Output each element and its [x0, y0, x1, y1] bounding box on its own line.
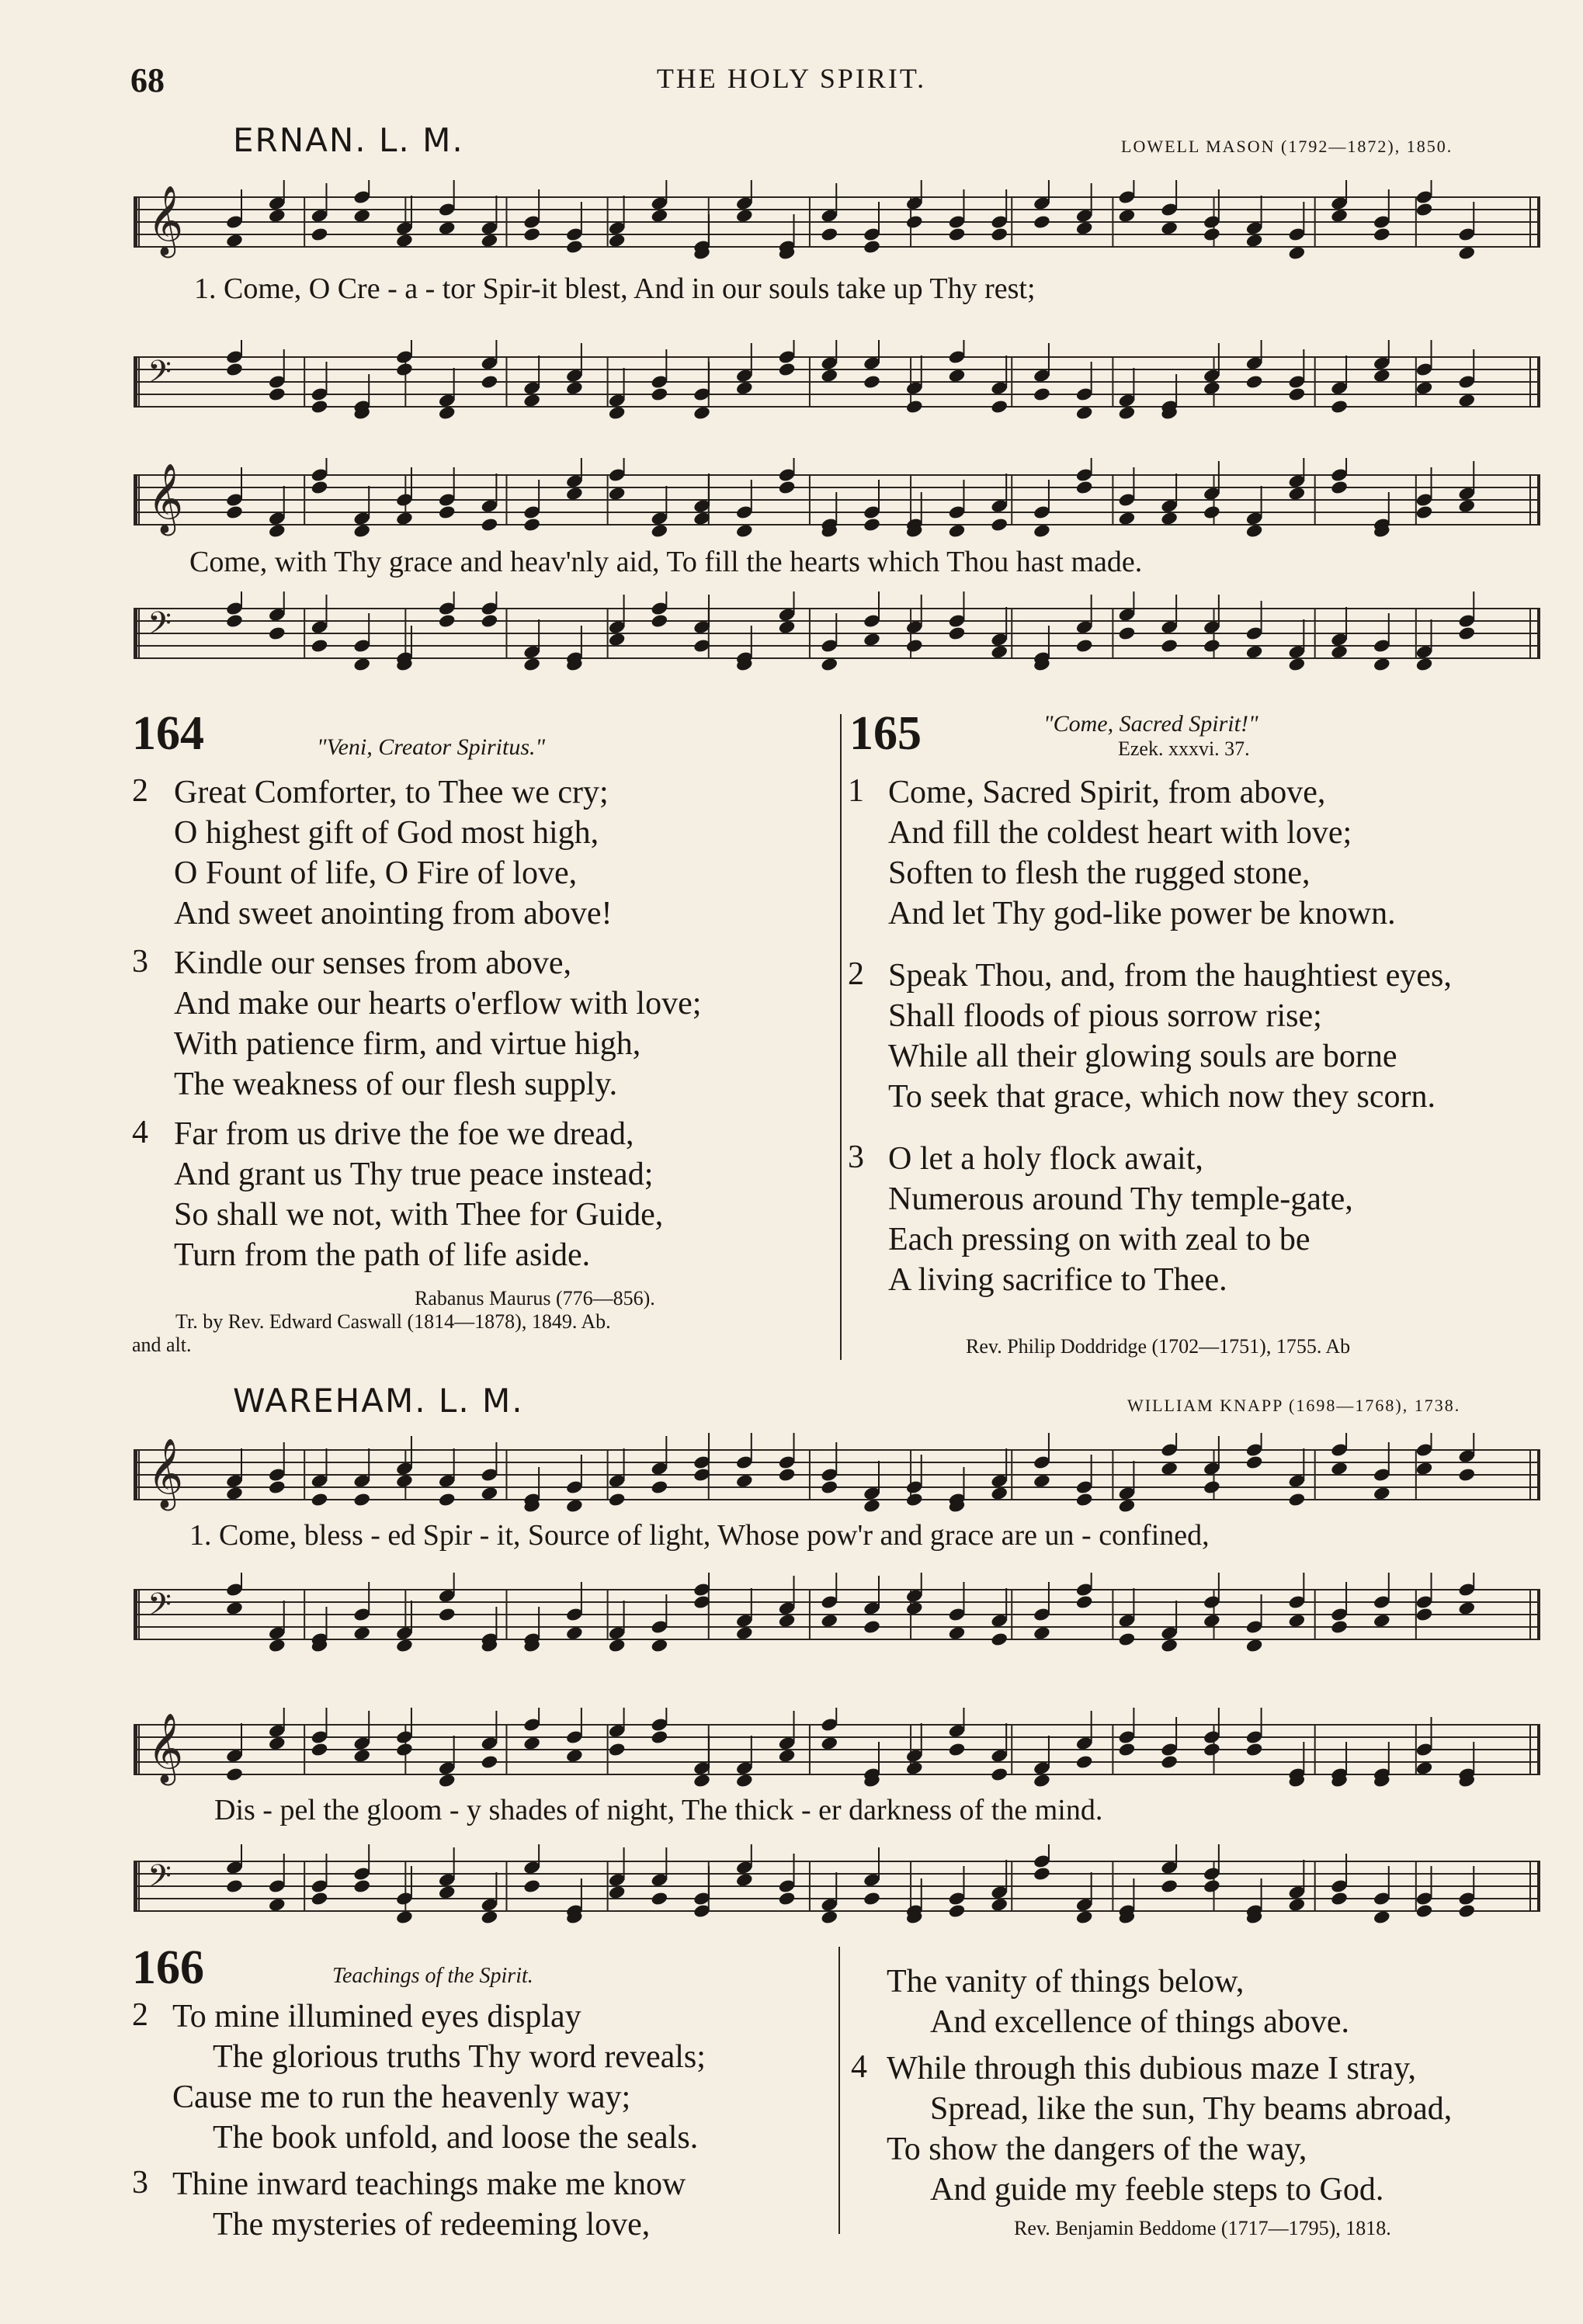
svg-text:𝄞: 𝄞: [148, 186, 184, 255]
tune-name-wareham: WAREHAM. L. M.: [233, 1382, 524, 1420]
verse-line: So shall we not, with Thee for Guide,: [174, 1197, 664, 1233]
verse-line: The mysteries of redeeming love,: [213, 2207, 651, 2242]
attribution: and alt.: [132, 1334, 192, 1356]
verse: [132, 2164, 831, 2245]
verse-line: And let Thy god-like power be known.: [888, 896, 1396, 931]
verse-line: Speak Thou, and, from the haughtiest eyes,: [888, 958, 1452, 994]
column-divider: [840, 714, 842, 1360]
lyric-line: 1. Come, bless - ed Spir - it, Source of light, Whose pow'r and grace are un - confined,: [189, 1519, 1210, 1552]
running-head: THE HOLY SPIRIT.: [656, 63, 927, 94]
verse-line: Numerous around Thy temple-gate,: [888, 1181, 1353, 1217]
verse-number: 2: [132, 1997, 148, 2033]
verse-line: And excellence of things above.: [930, 2004, 1349, 2040]
attribution: Rev. Philip Doddridge (1702—1751), 1755. Ab: [966, 1335, 1351, 1358]
hymn-166-verses-right: [851, 1962, 1565, 2216]
verse: [848, 772, 1547, 934]
lyric-line: 1. Come, O Cre - a - tor Spir-it blest, And in our souls take up Thy rest;: [194, 272, 1036, 305]
bass-staff: [134, 1573, 1540, 1660]
column-divider: [838, 1947, 840, 2234]
verse-line: O Fount of life, O Fire of love,: [174, 855, 578, 891]
treble-staff: [134, 458, 1540, 545]
verse-line: O highest gift of God most high,: [174, 815, 599, 851]
composer-ernan: LOWELL MASON (1792—1872), 1850.: [1121, 137, 1453, 156]
verse-number: 1: [848, 773, 864, 809]
svg-text:𝄢: 𝄢: [148, 1587, 172, 1630]
verse: [851, 2048, 1565, 2210]
hymn-source: Teachings of the Spirit.: [332, 1964, 533, 1988]
verse-line: The book unfold, and loose the seals.: [213, 2120, 699, 2156]
verse: [848, 1139, 1547, 1300]
verse-line: A living sacrifice to Thee.: [888, 1262, 1227, 1298]
verse-line: Each pressing on with zeal to be: [888, 1222, 1310, 1257]
hymn-number: 164: [132, 707, 204, 760]
tune-name-ernan: ERNAN. L. M.: [233, 121, 464, 159]
verse-line: The vanity of things below,: [887, 1964, 1245, 2000]
svg-text:𝄞: 𝄞: [148, 1438, 184, 1508]
hymn-166-verses-left: [132, 1996, 831, 2251]
verse-line: While through this dubious maze I stray,: [887, 2051, 1416, 2086]
attribution: Rev. Benjamin Beddome (1717—1795), 1818.: [1014, 2217, 1391, 2239]
svg-text:𝄢: 𝄢: [148, 1858, 172, 1902]
lyric-line: Come, with Thy grace and heav'nly aid, To fill the hearts which Thou hast made.: [189, 546, 1143, 578]
hymn-number: 165: [849, 707, 922, 760]
verse-line: Thine inward teachings make me know: [172, 2166, 686, 2202]
verse-line: And guide my feeble steps to God.: [930, 2172, 1384, 2208]
verse-number: 4: [132, 1115, 148, 1150]
verse-line: And grant us Thy true peace instead;: [174, 1157, 654, 1192]
verse-number: 2: [848, 956, 864, 992]
verse-number: 3: [848, 1139, 864, 1175]
scripture-reference: Ezek. xxxvi. 37.: [1118, 737, 1250, 760]
attribution: Tr. by Rev. Edward Caswall (1814—1878), 1849. Ab.: [175, 1310, 611, 1333]
treble-staff: [134, 1433, 1540, 1520]
bass-staff: [134, 1844, 1540, 1931]
verse: [132, 943, 831, 1105]
verse-number: 2: [132, 773, 148, 809]
hymn-source: "Come, Sacred Spirit!": [1043, 711, 1258, 737]
verse-number: 3: [132, 944, 148, 980]
verse-number: 3: [132, 2165, 148, 2201]
svg-text:𝄞: 𝄞: [148, 1713, 184, 1783]
treble-staff: [134, 180, 1540, 267]
svg-text:𝄢: 𝄢: [148, 605, 172, 649]
verse-line: With patience firm, and virtue high,: [174, 1026, 641, 1062]
verse-line: And make our hearts o'erflow with love;: [174, 986, 702, 1022]
attribution: Rabanus Maurus (776—856).: [415, 1287, 655, 1309]
lyric-line: Dis - pel the gloom - y shades of night, The thick - er darkness of the mind.: [214, 1794, 1103, 1826]
verse-line: While all their glowing souls are borne: [888, 1039, 1397, 1074]
verse-line: The glorious truths Thy word reveals;: [213, 2039, 706, 2075]
hymn-165-verses: [848, 772, 1547, 1322]
verse-line: Kindle our senses from above,: [174, 945, 572, 981]
svg-text:𝄢: 𝄢: [148, 354, 172, 397]
page-number: 68: [130, 61, 165, 99]
verse: [851, 1962, 1565, 2042]
verse-line: And sweet anointing from above!: [174, 896, 613, 931]
bass-staff: [134, 591, 1540, 678]
verse-line: Soften to flesh the rugged stone,: [888, 855, 1310, 891]
verse-line: Cause me to run the heavenly way;: [172, 2079, 631, 2115]
svg-text:𝄞: 𝄞: [148, 463, 184, 533]
verse: [132, 772, 831, 934]
verse-line: To show the dangers of the way,: [887, 2131, 1307, 2167]
composer-wareham: WILLIAM KNAPP (1698—1768), 1738.: [1127, 1396, 1461, 1415]
verse-line: To mine illumined eyes display: [172, 1999, 581, 2034]
verse-line: Come, Sacred Spirit, from above,: [888, 775, 1326, 810]
verse-line: To seek that grace, which now they scorn.: [888, 1079, 1435, 1115]
verse: [848, 956, 1547, 1117]
hymn-164-verses: [132, 772, 831, 1285]
verse-line: Far from us drive the foe we dread,: [174, 1116, 634, 1152]
verse-line: The weakness of our flesh supply.: [174, 1067, 618, 1102]
verse-number: 4: [851, 2049, 867, 2085]
verse-line: Shall floods of pious sorrow rise;: [888, 998, 1322, 1034]
hymn-number: 166: [132, 1941, 204, 1994]
hymn-source: "Veni, Creator Spiritus.": [317, 734, 546, 760]
verse-line: Turn from the path of life aside.: [174, 1237, 591, 1273]
treble-staff: [134, 1708, 1540, 1795]
verse: [132, 1114, 831, 1275]
verse-line: And fill the coldest heart with love;: [888, 815, 1352, 851]
verse-line: Spread, like the sun, Thy beams abroad,: [930, 2091, 1453, 2127]
verse-line: O let a holy flock await,: [888, 1141, 1203, 1177]
bass-staff: [134, 340, 1540, 427]
verse-line: Great Comforter, to Thee we cry;: [174, 775, 609, 810]
verse: [132, 1996, 831, 2158]
